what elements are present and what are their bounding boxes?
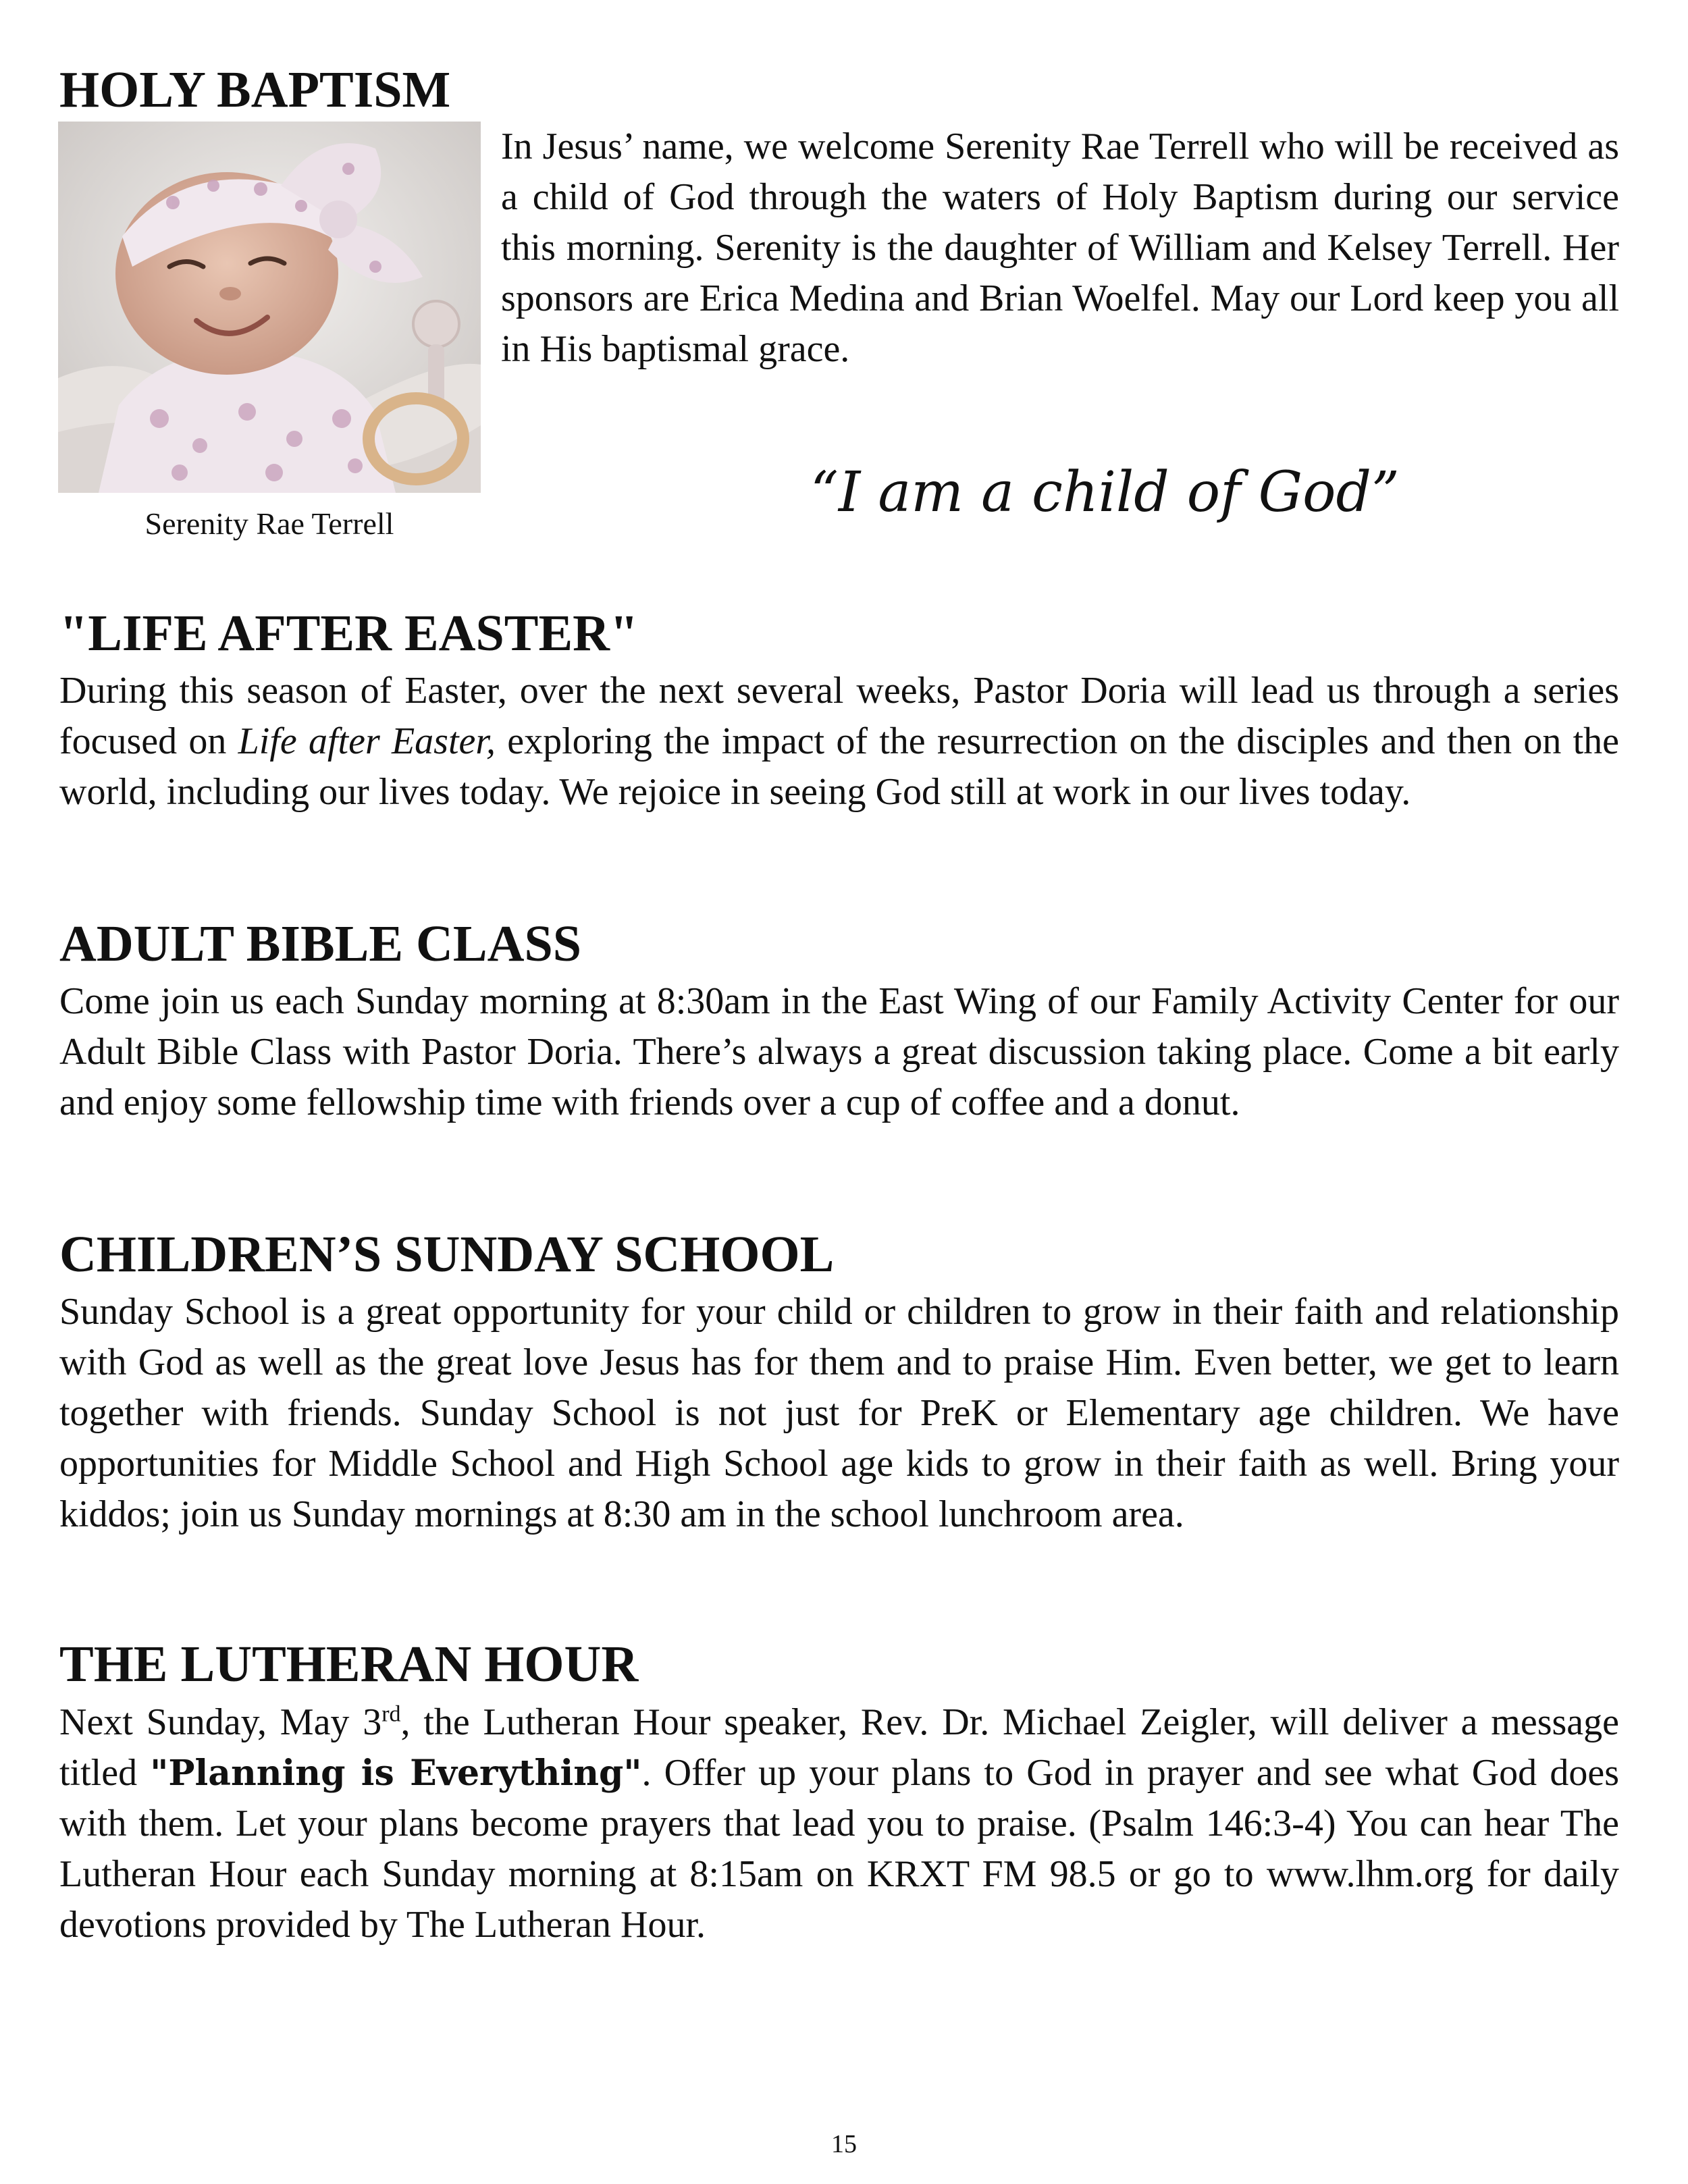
- life-after-easter-text-start: During this season of Easter, over the next several weeks, Pastor Doria will lead us through a series focused on: [59, 670, 1619, 762]
- lutheran-hour-text: [59, 1697, 1619, 1950]
- holy-baptism-text: In Jesus’ name, we welcome Serenity Rae Terrell who will be received as a child of God through the waters of Holy Baptism during our service this morning. Serenity is the daughter of William and Kelsey Terrell. Her sponsors are Erica Medina and Brian Woelfel. May our Lord keep you all in His baptismal grace.: [501, 126, 1619, 370]
- lutheran-hour-text-part-2: , the Lutheran Hour speaker, Rev. Dr. Michael Zeigler, will deliver a message titled: [59, 1701, 1619, 1794]
- life-after-easter-heading: "LIFE AFTER EASTER": [59, 605, 639, 662]
- baby-photo-illustration: [58, 122, 481, 493]
- sunday-school-heading: CHILDREN’S SUNDAY SCHOOL: [59, 1226, 835, 1283]
- lutheran-hour-text-part-1: Next Sunday, May 3: [59, 1701, 382, 1743]
- sunday-school-text: Sunday School is a great opportunity for your child or children to grow in their faith and relationship with God as well as the great love Jesus has for them and to praise Him. Even better, we get to learn together with friends. Sunday School is not just for PreK or Elementary age children. We have opportunities for Middle School and High School age kids to grow in their faith as well. Bring your kiddos; join us Sunday mornings at 8:30 am in the school lunchroom area.: [59, 1291, 1619, 1535]
- life-after-easter-series-title: Life after Easter,: [238, 720, 496, 762]
- adult-bible-class-heading: ADULT BIBLE CLASS: [59, 915, 582, 972]
- adult-bible-class-text: Come join us each Sunday morning at 8:30am in the East Wing of our Family Activity Center for our Adult Bible Class with Pastor Doria. There’s always a great discussion taking place. Come a bit early and enjoy some fellowship time with friends over a cup of coffee and a donut.: [59, 980, 1619, 1123]
- baby-photo: [58, 122, 481, 493]
- photo-caption: Serenity Rae Terrell: [144, 506, 394, 541]
- child-of-god-quote: “I am a child of God”: [810, 460, 1400, 525]
- life-after-easter-text-end: exploring the impact of the resurrection on the disciples and then on the world, including our lives today. We rejoice in seeing God still at work in our lives today.: [59, 720, 1619, 813]
- ordinal-suffix: rd: [381, 1701, 401, 1727]
- page-number: 15: [831, 2130, 857, 2158]
- holy-baptism-heading: HOLY BAPTISM: [59, 61, 451, 118]
- message-title: "Planning is Everything": [150, 1753, 642, 1794]
- lutheran-hour-heading: THE LUTHERAN HOUR: [59, 1636, 639, 1693]
- lutheran-hour-text-part-3: . Offer up your plans to God in prayer and see what God does with them. Let your plans become prayers that lead you to praise. (Psalm 146:3-4) You can hear The Lutheran Hour each Sunday morning at 8:15am on KRXT FM 98.5 or go to www.lhm.org for daily devotions provided by The Lutheran Hour.: [59, 1752, 1619, 1946]
- life-after-easter-text: [59, 666, 1619, 818]
